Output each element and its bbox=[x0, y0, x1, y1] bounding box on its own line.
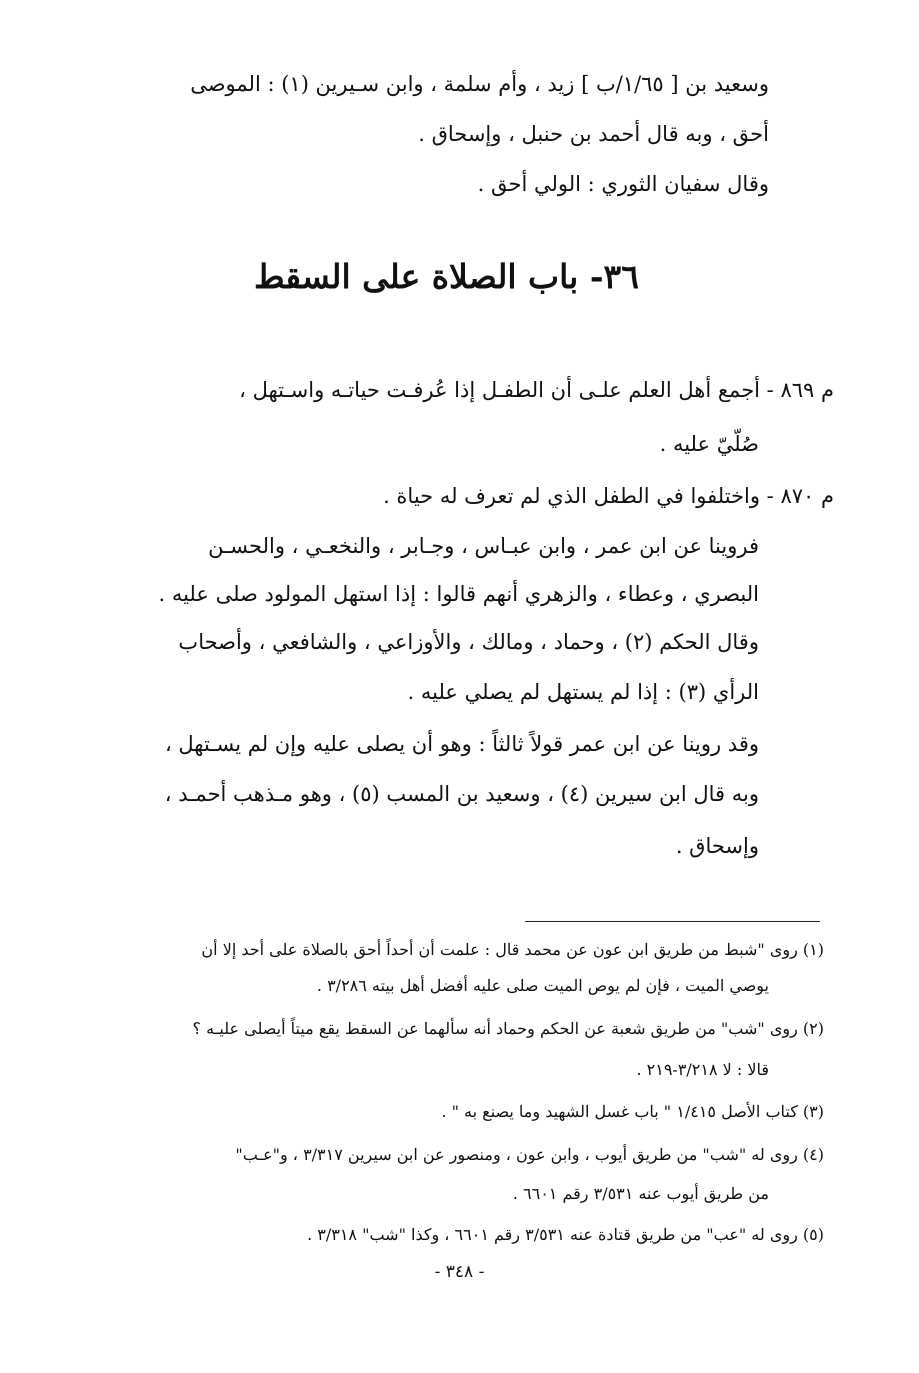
body-line: وإسحاق . bbox=[675, 834, 759, 858]
footnote-line: يوصي الميت ، فإن لم يوص الميت صلى عليه أفضل أهل بيته ٣/٢٨٦ . bbox=[316, 976, 769, 995]
footnote-3: (٣) كتاب الأصل ١/٤١٥ " باب غسل الشهيد وما يصنع به " . bbox=[441, 1102, 824, 1121]
footnote-5: (٥) روى له "عب" من طريق قتادة عنه ٣/٥٣١ رقم ٦٦٠١ ، وكذا "شب" ٣/٣١٨ . bbox=[307, 1225, 824, 1244]
footnote-2: (٢) روى "شب" من طريق شعبة عن الحكم وحماد أنه سألهما عن السقط يقع ميتاً أيصلى عليـه ؟ bbox=[192, 1019, 824, 1038]
intro-line: أحق ، وبه قال أحمد بن حنبل ، وإسحاق . bbox=[418, 122, 769, 146]
chapter-heading: ٣٦- باب الصلاة على السقط bbox=[253, 257, 639, 296]
body-line: صُلّيّ عليه . bbox=[659, 432, 759, 456]
body-line: الرأي (٣) : إذا لم يستهل لم يصلي عليه . bbox=[407, 680, 759, 704]
ruling-870: م ٨٧٠ - واختلفوا في الطفل الذي لم تعرف له حياة . bbox=[383, 484, 834, 508]
body-line: البصري ، وعطاء ، والزهري أنهم قالوا : إذا استهل المولود صلى عليه . bbox=[158, 582, 759, 606]
body-line: وبه قال ابن سيرين (٤) ، وسعيد بن المسب (٥) ، وهو مـذهب أحمـد ، bbox=[164, 782, 759, 806]
footnote-1: (١) روى "شبط من طريق ابن عون عن محمد قال : علمت أن أحداً أحق بالصلاة على أحد إلا أن bbox=[201, 940, 824, 959]
ruling-869: م ٨٦٩ - أجمع أهل العلم علـى أن الطفـل إذا عُرفـت حياتـه واسـتهل ، bbox=[239, 378, 834, 402]
body-line: وقد روينا عن ابن عمر قولاً ثالثاً : وهو أن يصلى عليه وإن لم يسـتهل ، bbox=[164, 732, 759, 756]
page-number: - ٣٤٨ - bbox=[434, 1262, 485, 1282]
body-line: فروينا عن ابن عمر ، وابن عبـاس ، وجـابر ، والنخعـي ، والحسـن bbox=[208, 534, 759, 558]
footnote-4: (٤) روى له "شب" من طريق أيوب ، وابن عون ، ومنصور عن ابن سيرين ٣/٣١٧ ، و"عـب" bbox=[235, 1145, 824, 1164]
intro-line: وقال سفيان الثوري : الولي أحق . bbox=[477, 172, 769, 196]
body-line: وقال الحكم (٢) ، وحماد ، ومالك ، والأوزاعي ، والشافعي ، وأصحاب bbox=[178, 630, 759, 654]
footnote-line: قالا : لا ٣/٢١٨-٢١٩ . bbox=[636, 1060, 769, 1079]
intro-line: وسعيد بن [ ١/٦٥/ب ] زيد ، وأم سلمة ، وابن سـيرين (١) : الموصى bbox=[190, 72, 769, 96]
footnote-line: من طريق أيوب عنه ٣/٥٣١ رقم ٦٦٠١ . bbox=[512, 1184, 769, 1203]
footnote-divider bbox=[525, 921, 820, 922]
